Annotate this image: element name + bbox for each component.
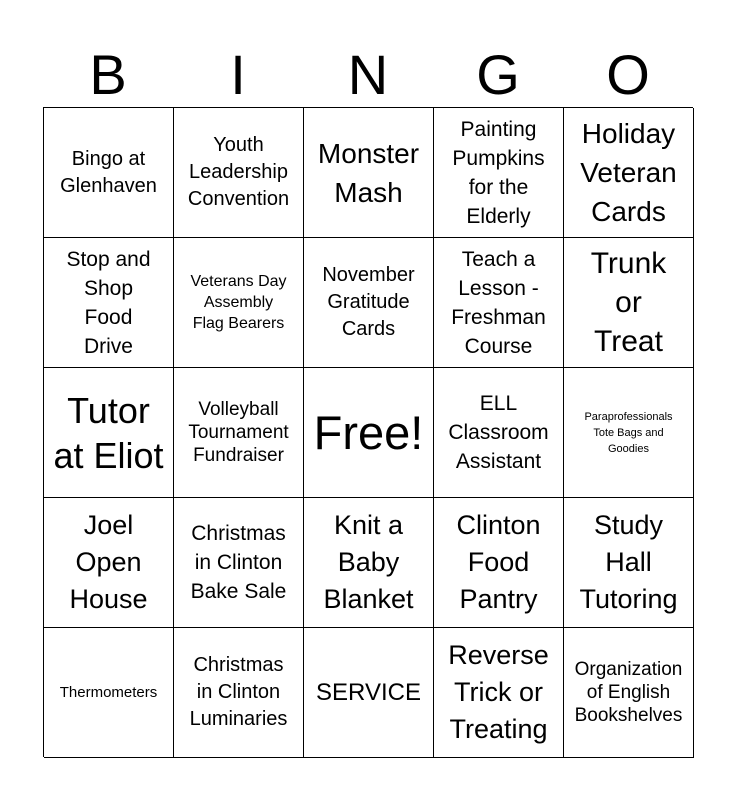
header-letter-g: G: [476, 43, 520, 106]
bingo-cell-text: Trunk or Treat: [590, 247, 667, 358]
bingo-header: [43, 42, 693, 108]
bingo-cell-text: Stop and Shop Food Drive: [66, 247, 151, 358]
bingo-cell-text: Christmas in Clinton Luminaries: [189, 654, 288, 730]
bingo-cell-text: Bingo at Glenhaven: [60, 147, 157, 197]
bingo-cell-text: Christmas in Clinton Bake Sale: [190, 522, 287, 603]
bingo-cell-r1-c2[interactable]: [174, 108, 304, 238]
bingo-cell-text: Tutor at Eliot: [53, 389, 164, 476]
bingo-cell-r5-c1[interactable]: [44, 628, 174, 758]
bingo-cell-r3-c1[interactable]: [44, 368, 174, 498]
bingo-cell-r1-c1[interactable]: [44, 108, 174, 238]
bingo-cell-r3-c2[interactable]: [174, 368, 304, 498]
bingo-cell-text: Clinton Food Pantry: [456, 510, 541, 614]
bingo-cell-text: Monster Mash: [317, 137, 420, 208]
bingo-cell-text: ELL Classroom Assistant: [448, 392, 549, 473]
bingo-cell-r2-c5[interactable]: [564, 238, 694, 368]
free-space-text: Free!: [313, 405, 424, 459]
bingo-cell-text: Veterans Day Assembly Flag Bearers: [190, 273, 287, 332]
bingo-cell-r3-c5[interactable]: [564, 368, 694, 498]
bingo-cell-r1-c5[interactable]: [564, 108, 694, 238]
header-letter-i: I: [230, 43, 246, 106]
bingo-cell-r3-c4[interactable]: [434, 368, 564, 498]
bingo-grid: [43, 107, 693, 757]
bingo-cell-text: Knit a Baby Blanket: [323, 510, 414, 614]
bingo-cell-r4-c3[interactable]: [304, 498, 434, 628]
bingo-cell-text: Paraprofessionals Tote Bags and Goodies: [584, 410, 673, 455]
bingo-cell-text: Reverse Trick or Treating: [448, 640, 549, 744]
bingo-cell-text: Study Hall Tutoring: [579, 510, 678, 614]
bingo-cell-r4-c2[interactable]: [174, 498, 304, 628]
bingo-cell-r2-c1[interactable]: [44, 238, 174, 368]
bingo-cell-r2-c4[interactable]: [434, 238, 564, 368]
bingo-cell-text: Youth Leadership Convention: [187, 134, 290, 210]
bingo-cell-text: SERVICE: [316, 678, 421, 706]
bingo-cell-r4-c1[interactable]: [44, 498, 174, 628]
bingo-cell-r2-c2[interactable]: [174, 238, 304, 368]
bingo-cell-r4-c5[interactable]: [564, 498, 694, 628]
bingo-cell-text: Holiday Veteran Cards: [580, 118, 677, 227]
bingo-cell-text: November Gratitude Cards: [322, 264, 415, 340]
bingo-cell-r5-c4[interactable]: [434, 628, 564, 758]
bingo-cell-text: Volleyball Tournament Fundraiser: [188, 399, 289, 466]
bingo-cell-r5-c3[interactable]: [304, 628, 434, 758]
bingo-cell-text: Teach a Lesson - Freshman Course: [451, 247, 546, 358]
header-letter-b: B: [89, 43, 127, 106]
bingo-cell-text: Painting Pumpkins for the Elderly: [452, 117, 545, 228]
bingo-cell-r1-c4[interactable]: [434, 108, 564, 238]
bingo-cell-free[interactable]: [304, 368, 434, 498]
bingo-cell-r1-c3[interactable]: [304, 108, 434, 238]
bingo-cell-r4-c4[interactable]: [434, 498, 564, 628]
bingo-cell-text: Thermometers: [59, 683, 158, 701]
bingo-cell-text: Organization of English Bookshelves: [574, 659, 683, 726]
bingo-cell-r2-c3[interactable]: [304, 238, 434, 368]
header-letter-o: O: [606, 43, 650, 106]
header-letter-n: N: [347, 43, 389, 106]
bingo-cell-text: Joel Open House: [69, 510, 148, 614]
bingo-cell-r5-c5[interactable]: [564, 628, 694, 758]
bingo-cell-r5-c2[interactable]: [174, 628, 304, 758]
